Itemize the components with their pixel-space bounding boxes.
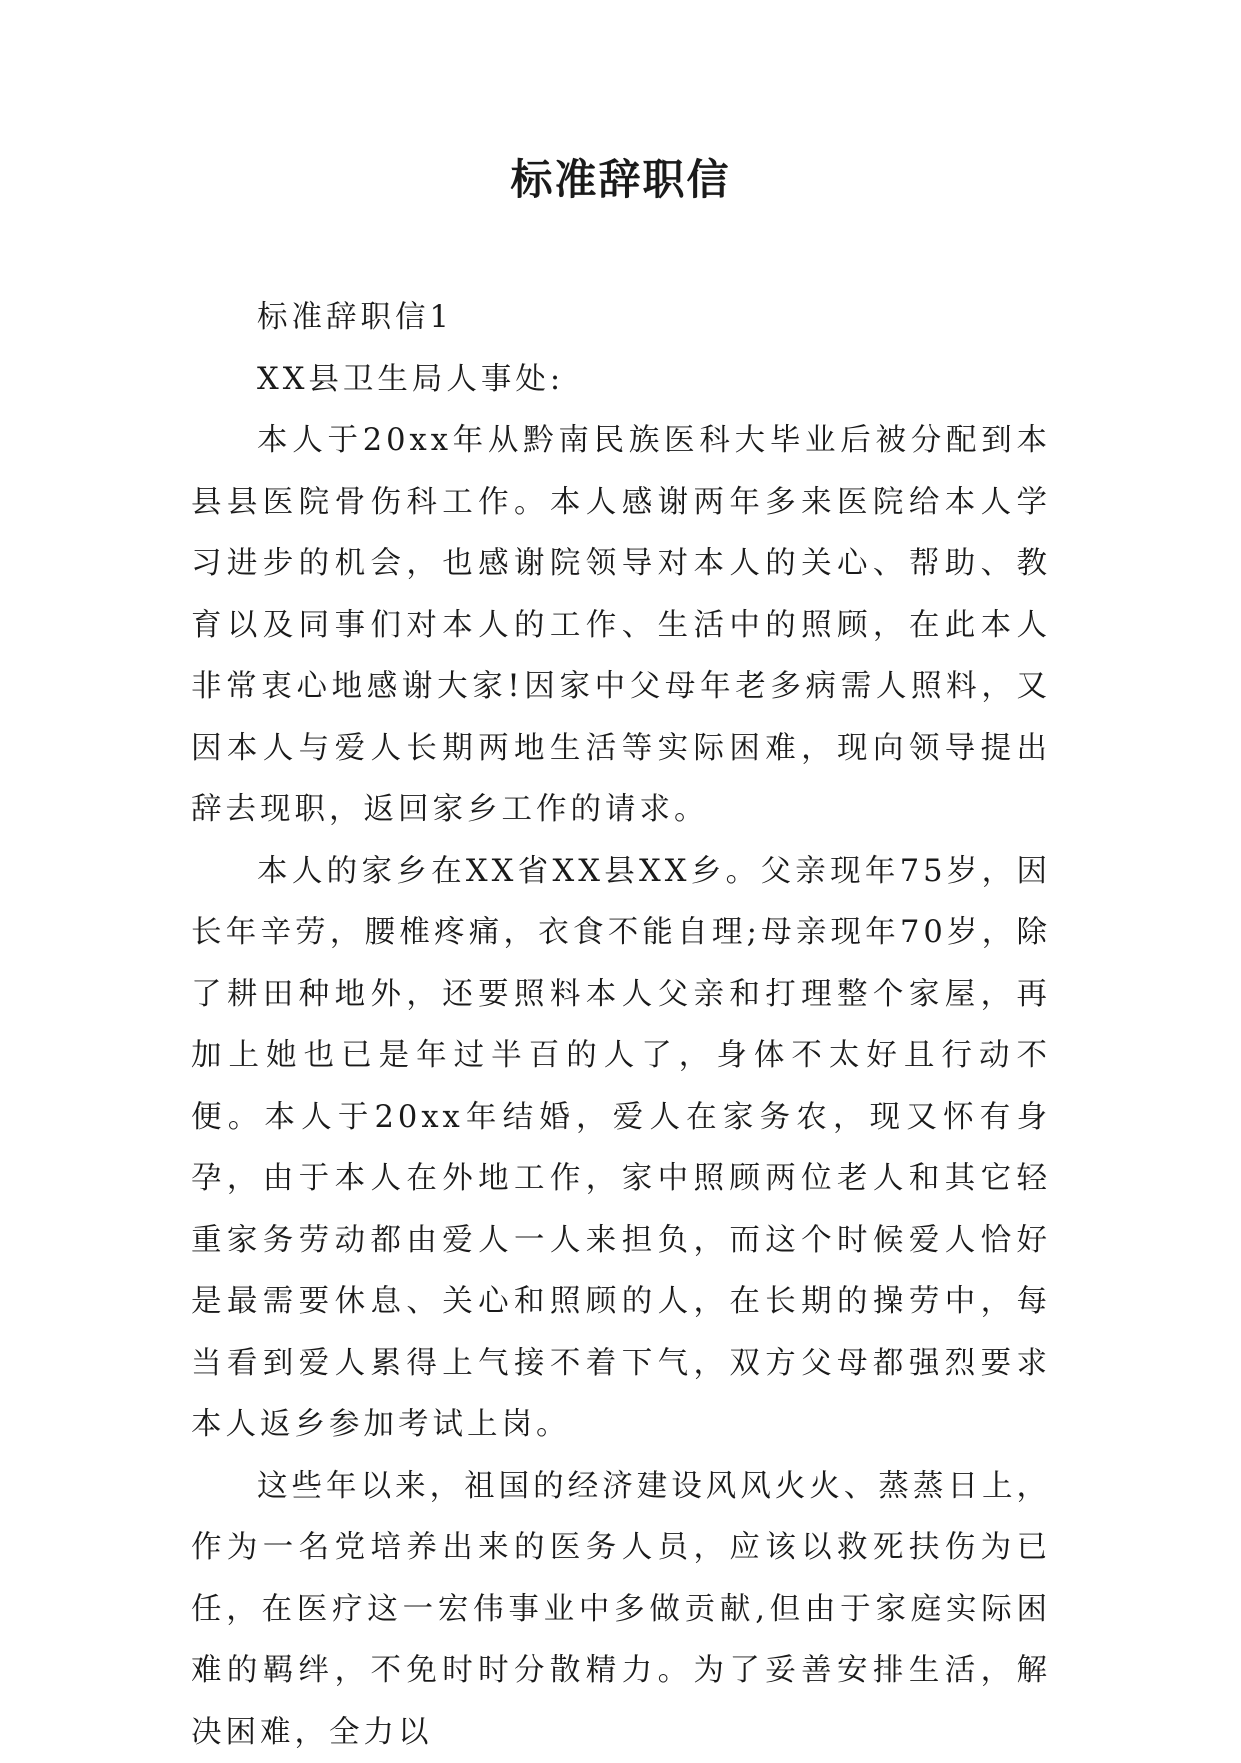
letter-heading: 标准辞职信1	[191, 287, 1051, 349]
document-body	[191, 287, 1051, 1763]
paragraph: 这些年以来，祖国的经济建设风风火火、蒸蒸日上，作为一名党培养出来的医务人员，应该以救死扶伤为已任，在医疗这一宏伟事业中多做贡献,但由于家庭实际困难的羁绊，不免时时分散精力。为了妥善安排生活，解决困难，全力以	[191, 1456, 1051, 1763]
paragraph: 本人于20xx年从黔南民族医科大毕业后被分配到本县县医院骨伤科工作。本人感谢两年多来医院给本人学习进步的机会，也感谢院领导对本人的关心、帮助、教育以及同事们对本人的工作、生活中的照顾，在此本人非常衷心地感谢大家!因家中父母年老多病需人照料，又因本人与爱人长期两地生活等实际困难，现向领导提出辞去现职，返回家乡工作的请求。	[191, 410, 1051, 841]
salutation: XX县卫生局人事处:	[191, 349, 1051, 411]
document-title: 标准辞职信	[0, 150, 1241, 210]
paragraph: 本人的家乡在XX省XX县XX乡。父亲现年75岁，因长年辛劳，腰椎疼痛，衣食不能自理;母亲现年70岁，除了耕田种地外，还要照料本人父亲和打理整个家屋，再加上她也已是年过半百的人了，身体不太好且行动不便。本人于20xx年结婚，爱人在家务农，现又怀有身孕，由于本人在外地工作，家中照顾两位老人和其它轻重家务劳动都由爱人一人来担负，而这个时候爱人恰好是最需要休息、关心和照顾的人，在长期的操劳中，每当看到爱人累得上气接不着下气，双方父母都强烈要求本人返乡参加考试上岗。	[191, 841, 1051, 1456]
